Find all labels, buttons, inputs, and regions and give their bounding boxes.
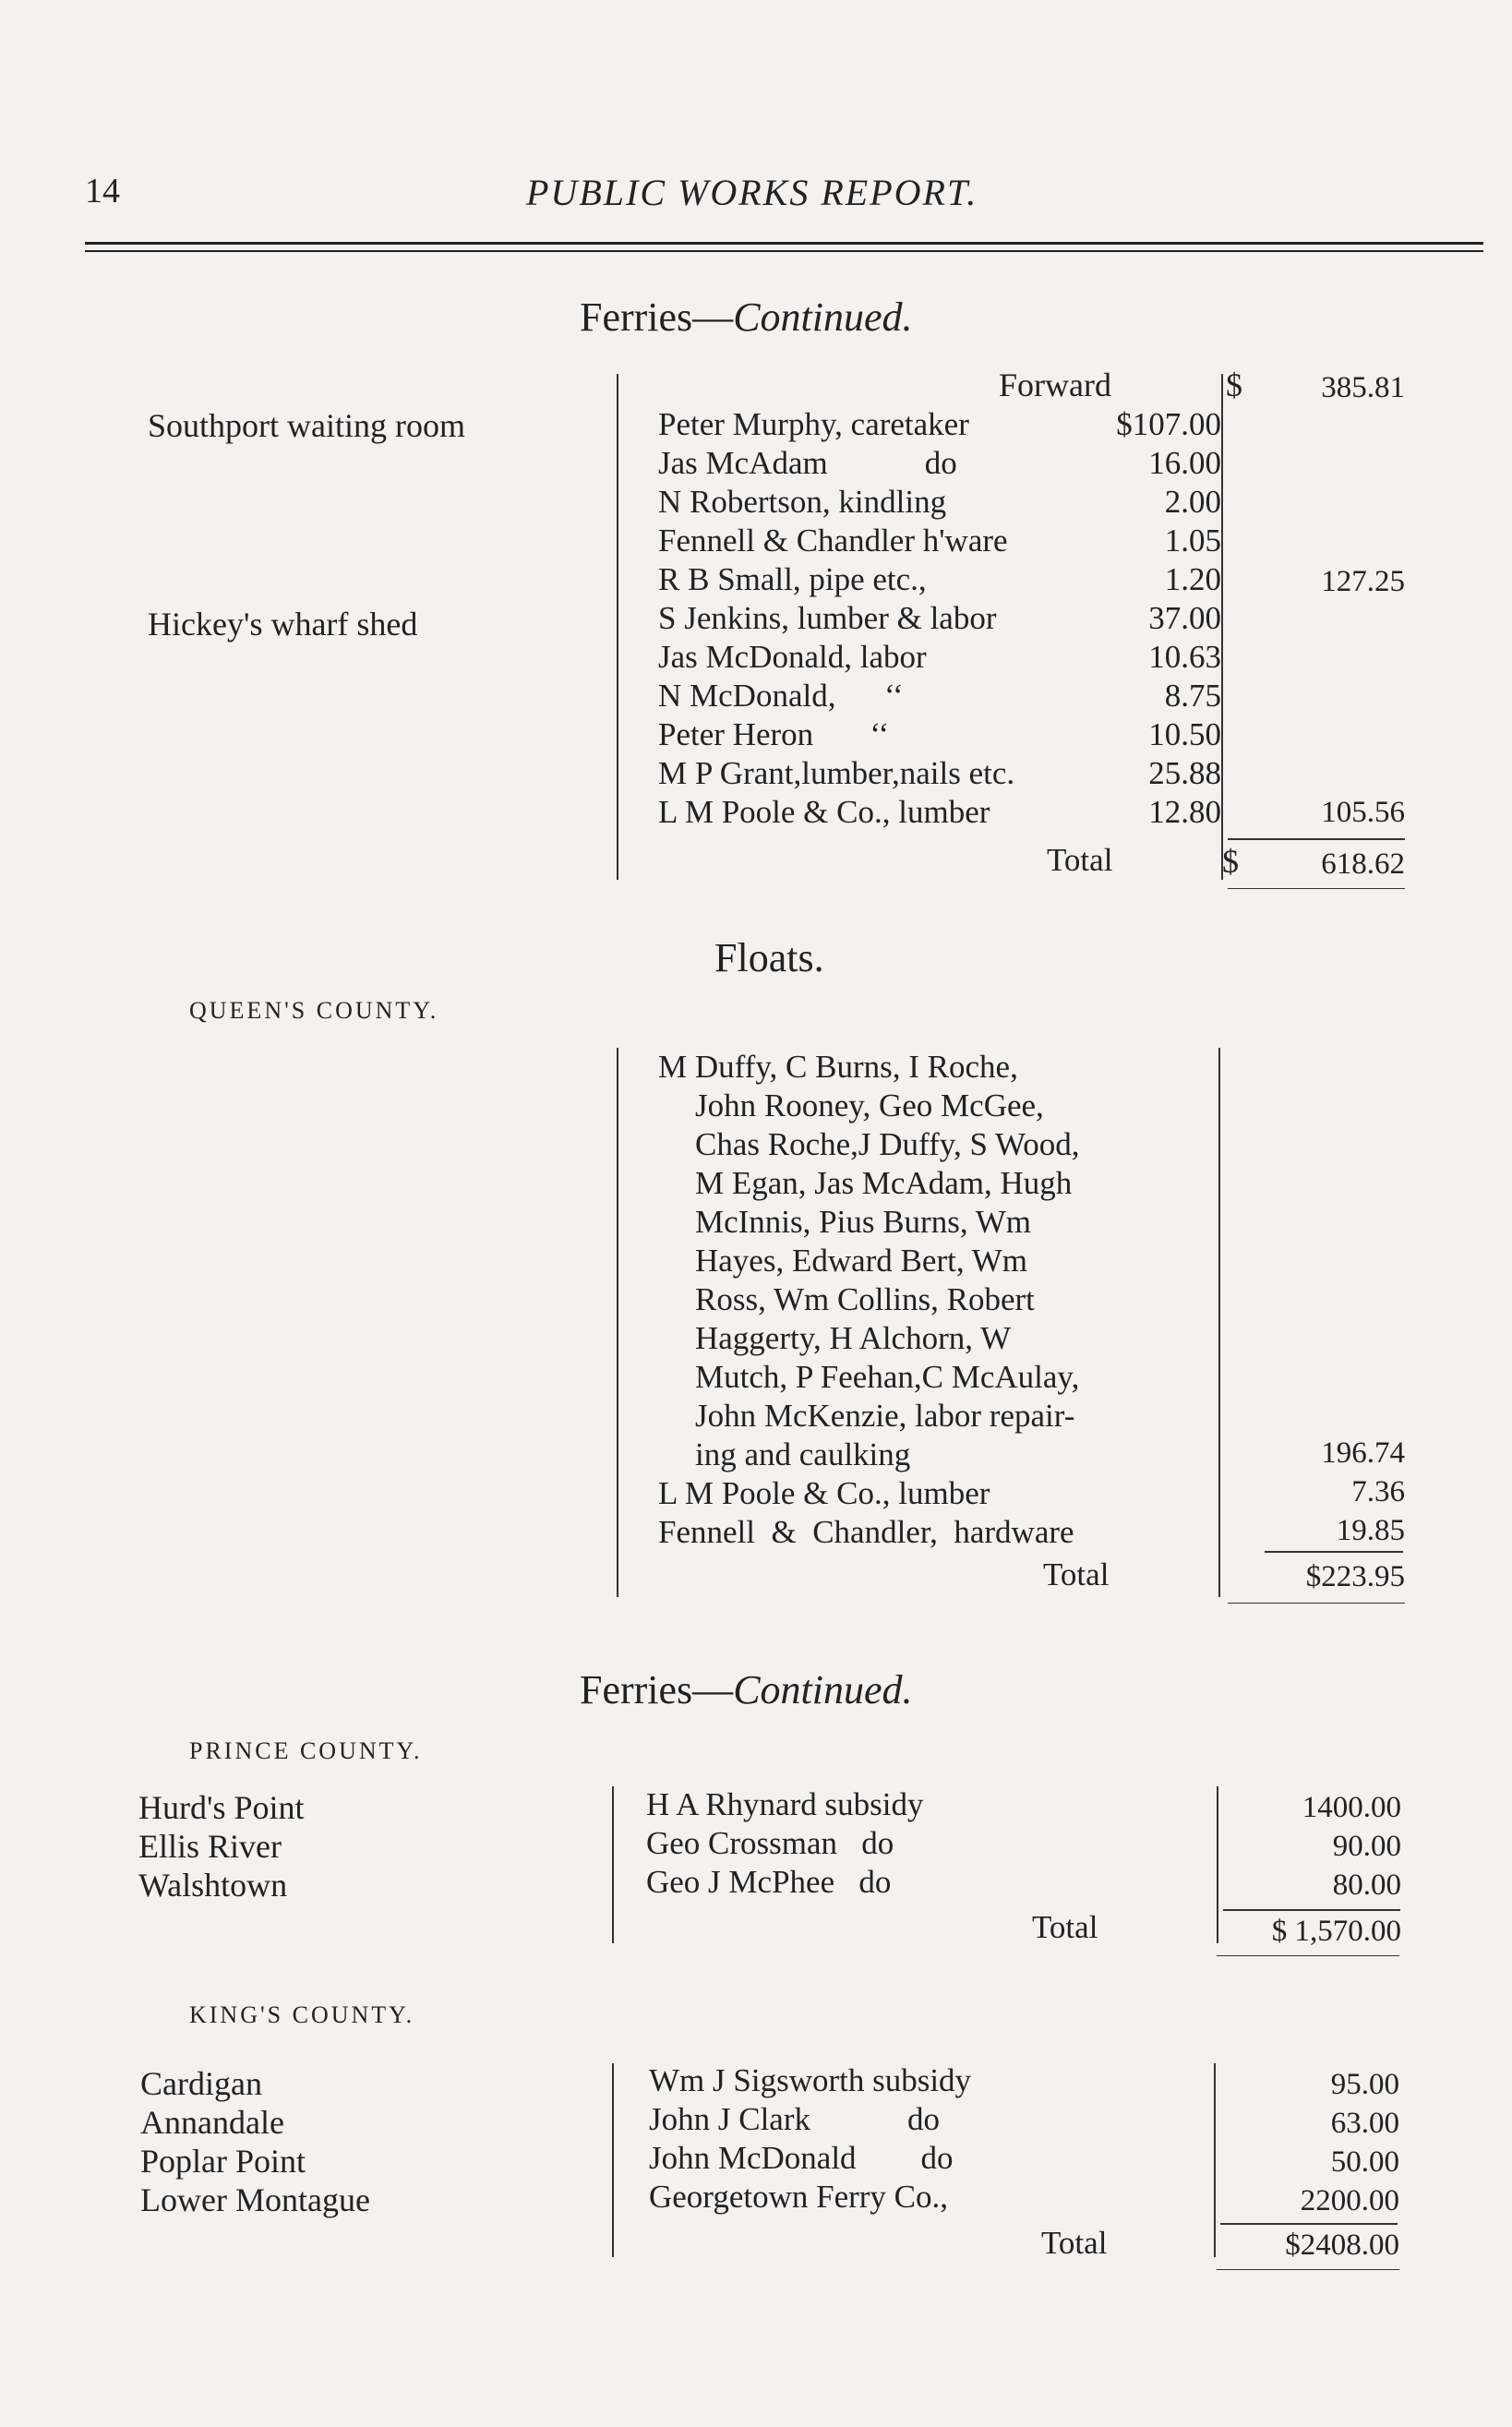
place-poplar-point: Poplar Point: [140, 2143, 306, 2180]
floats-item-hardware: Fennell & Chandler, hardware: [658, 1514, 1074, 1550]
header-rule-bottom: [85, 250, 1483, 252]
ferries-total-label: Total: [1047, 842, 1113, 878]
ferries-total-underline: [1228, 888, 1405, 889]
kings-amount-2: 63.00: [1330, 2107, 1399, 2140]
ferries-total-rule: [1228, 838, 1405, 840]
forward-currency: $: [1226, 366, 1242, 403]
kings-amount-4: 2200.00: [1300, 2184, 1399, 2217]
floats-desc-line-11: ing and caulking: [695, 1436, 911, 1472]
prince-county-label: PRINCE COUNTY.: [189, 1737, 423, 1764]
prince-amount-3: 80.00: [1332, 1868, 1401, 1902]
floats-desc-line-1: M Duffy, C Burns, I Roche,: [658, 1049, 1018, 1085]
kings-total-amount: $2408.00: [1285, 2229, 1399, 2262]
prince-amount-1: 1400.00: [1302, 1791, 1401, 1824]
floats-desc-line-6: Hayes, Edward Bert, Wm: [695, 1243, 1027, 1279]
floats-total-amount: $223.95: [1305, 1560, 1405, 1593]
floats-lumber-amount: 7.36: [1351, 1475, 1405, 1508]
kings-item-4: Georgetown Ferry Co.,: [649, 2179, 949, 2215]
ferries-2-heading-main: Ferries—: [580, 1667, 734, 1712]
queens-county-label: QUEEN'S COUNTY.: [189, 997, 439, 1024]
ferries-heading: [580, 294, 913, 341]
floats-desc-line-2: John Rooney, Geo McGee,: [695, 1087, 1044, 1123]
place-lower-montague: Lower Montague: [140, 2181, 370, 2218]
ferries-2-heading: [580, 1666, 913, 1713]
hickeys-item-4: Peter Heron ‘‘ 10.50: [658, 716, 1221, 752]
southport-item-4: Fennell & Chandler h'ware 1.05: [658, 523, 1221, 559]
hickeys-item-5: M P Grant,lumber,nails etc. 25.88: [658, 755, 1221, 791]
page-number: 14: [85, 172, 120, 210]
ferries-total-amount: 618.62: [1321, 847, 1405, 881]
kings-left-rule: [612, 2063, 614, 2257]
kings-total-label: Total: [1041, 2225, 1108, 2261]
southport-item-1: Peter Murphy, caretaker $107.00: [658, 406, 1221, 442]
floats-heading: Floats.: [714, 935, 824, 980]
floats-total-label: Total: [1043, 1556, 1110, 1592]
floats-desc-line-5: McInnis, Pius Burns, Wm: [695, 1204, 1031, 1240]
forward-amount: 385.81: [1321, 371, 1405, 404]
floats-item-lumber: L M Poole & Co., lumber: [658, 1475, 990, 1511]
place-ellis-river: Ellis River: [138, 1828, 282, 1865]
place-cardigan: Cardigan: [140, 2065, 262, 2102]
hickeys-subtotal: 105.56: [1321, 796, 1405, 829]
hickeys-item-1: S Jenkins, lumber & labor 37.00: [658, 600, 1221, 636]
floats-total-rule: [1265, 1551, 1403, 1553]
hickeys-item-2: Jas McDonald, labor 10.63: [658, 639, 1221, 675]
kings-amount-1: 95.00: [1330, 2068, 1399, 2101]
prince-total-label: Total: [1032, 1909, 1098, 1945]
floats-desc-line-3: Chas Roche,J Duffy, S Wood,: [695, 1126, 1080, 1162]
kings-item-1: Wm J Sigsworth subsidy: [649, 2062, 972, 2098]
kings-county-label: KING'S COUNTY.: [189, 2001, 415, 2028]
prince-total-rule: [1223, 1909, 1400, 1911]
southport-item-2: Jas McAdam do 16.00: [658, 445, 1221, 481]
floats-total-underline: [1228, 1603, 1405, 1604]
kings-total-rule: [1220, 2223, 1398, 2225]
prince-item-3: Geo J McPhee do: [646, 1864, 892, 1900]
prince-item-1: H A Rhynard subsidy: [646, 1786, 924, 1822]
floats-hardware-amount: 19.85: [1336, 1514, 1405, 1547]
floats-desc-line-7: Ross, Wm Collins, Robert: [695, 1281, 1035, 1317]
southport-subtotal: 127.25: [1321, 565, 1405, 598]
running-title: PUBLIC WORKS REPORT.: [526, 172, 978, 213]
prince-total-amount: $ 1,570.00: [1271, 1915, 1401, 1948]
ferries-2-heading-italic: Continued.: [733, 1667, 913, 1712]
prince-total-underline: [1217, 1955, 1399, 1956]
kings-item-3: John McDonald do: [649, 2140, 954, 2176]
ferries-heading-italic: Continued.: [733, 294, 913, 340]
kings-item-2: John J Clark do: [649, 2101, 940, 2137]
ferries-left-rule: [617, 374, 618, 880]
place-walshtown: Walshtown: [138, 1867, 288, 1904]
header-rule-top: [85, 242, 1483, 245]
hickeys-item-3: N McDonald, ‘‘ 8.75: [658, 678, 1221, 714]
hickeys-label: Hickey's wharf shed: [148, 606, 418, 643]
place-annandale: Annandale: [140, 2104, 284, 2141]
prince-left-rule: [612, 1786, 614, 1943]
forward-label: Forward: [999, 366, 1111, 403]
ferries-total-currency: $: [1222, 843, 1239, 880]
floats-labor-description: [658, 1048, 1223, 1474]
kings-total-underline: [1217, 2269, 1399, 2270]
southport-item-5: R B Small, pipe etc., 1.20: [658, 561, 1221, 597]
place-hurds-point: Hurd's Point: [138, 1789, 305, 1826]
floats-desc-line-4: M Egan, Jas McAdam, Hugh: [695, 1165, 1073, 1201]
ferries-heading-main: Ferries—: [580, 294, 734, 340]
floats-labor-amount: 196.74: [1321, 1436, 1405, 1470]
prince-amount-2: 90.00: [1332, 1830, 1401, 1863]
hickeys-item-6: L M Poole & Co., lumber 12.80: [658, 794, 1221, 830]
southport-item-3: N Robertson, kindling 2.00: [658, 484, 1221, 520]
floats-desc-line-9: Mutch, P Feehan,C McAulay,: [695, 1359, 1080, 1395]
southport-label: Southport waiting room: [148, 407, 465, 444]
floats-left-rule: [617, 1048, 618, 1597]
prince-item-2: Geo Crossman do: [646, 1825, 894, 1861]
kings-amount-3: 50.00: [1330, 2145, 1399, 2179]
floats-desc-line-8: Haggerty, H Alchorn, W: [695, 1320, 1012, 1356]
floats-desc-line-10: John McKenzie, labor repair-: [695, 1398, 1075, 1434]
